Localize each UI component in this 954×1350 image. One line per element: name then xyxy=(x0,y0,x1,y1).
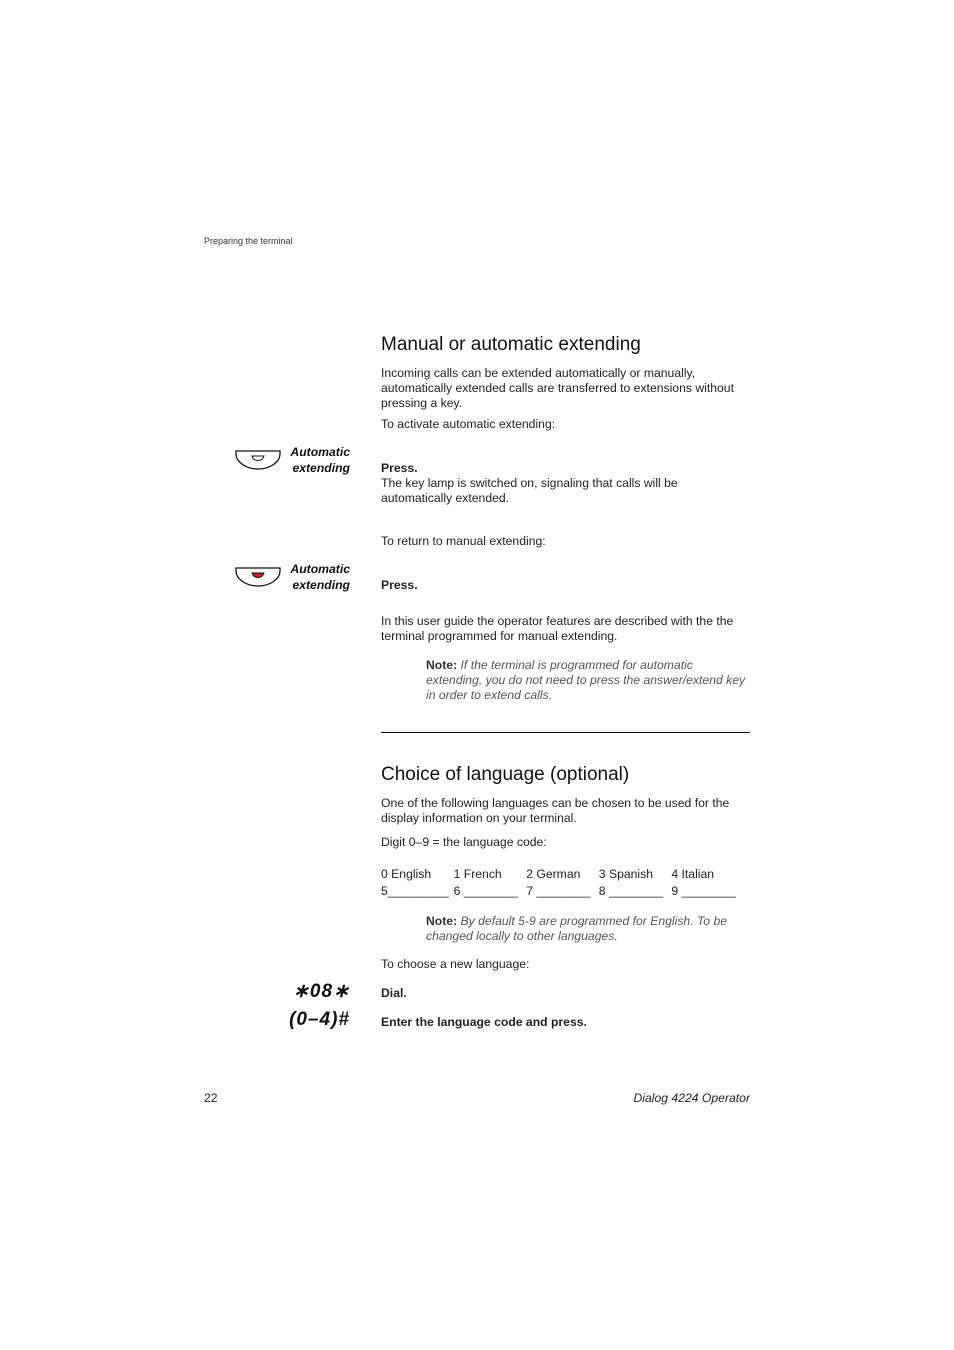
section-divider xyxy=(381,732,750,733)
key-label-automatic-extending: Automatic extending xyxy=(290,445,350,475)
language-table xyxy=(381,867,753,899)
return-intro: To return to manual extending: xyxy=(381,534,546,548)
language-item: 1 French xyxy=(453,867,502,881)
digit-text: Digit 0–9 = the language code: xyxy=(381,835,547,849)
guide-text: In this user guide the operator features are described with the the terminal programmed for manual extending. xyxy=(381,614,734,643)
note-language-default: Note: By default 5-9 are programmed for English. To be changed locally to other languages. xyxy=(426,914,728,943)
language-item: 9 ________ xyxy=(671,884,736,898)
step-press-2: Press. xyxy=(381,578,418,592)
language-row-1 xyxy=(381,867,753,882)
language-item: 0 English xyxy=(381,867,432,881)
dial-code-sequence: ∗08∗ xyxy=(293,981,350,1002)
language-item: 7 ________ xyxy=(526,884,591,898)
key-label-automatic-extending-2: Automatic extending xyxy=(290,562,350,592)
step-press-1-description: The key lamp is switched on, signaling that calls will be automatically extended. xyxy=(381,476,678,505)
step-enter-language-code: Enter the language code and press. xyxy=(381,1015,587,1029)
note-automatic-extending: Note: If the terminal is programmed for automatic extending, you do not need to press the answer/extend key in order to extend calls. xyxy=(426,658,746,702)
language-item: 5_________ xyxy=(381,884,449,898)
page-number: 22 xyxy=(204,1091,218,1105)
language-intro: One of the following languages can be chosen to be used for the display information on your terminal. xyxy=(381,796,730,825)
language-item: 6 ________ xyxy=(453,884,518,898)
step-press-1: Press. xyxy=(381,461,418,475)
language-item: 2 German xyxy=(526,867,581,881)
section-heading-language: Choice of language (optional) xyxy=(381,764,630,785)
language-item: 3 Spanish xyxy=(598,867,653,881)
choose-language-intro: To choose a new language: xyxy=(381,957,530,971)
language-item: 8 ________ xyxy=(598,884,664,898)
language-code-sequence: (0–4)# xyxy=(289,1009,350,1030)
extending-intro: Incoming calls can be extended automatically or manually, automatically extended calls are transferred to extensions without pressing a key. xyxy=(381,366,734,410)
section-heading-extending: Manual or automatic extending xyxy=(381,334,641,355)
product-name: Dialog 4224 Operator xyxy=(633,1091,750,1105)
activate-intro: To activate automatic extending: xyxy=(381,417,556,431)
running-header: Preparing the terminal xyxy=(204,236,293,246)
step-dial: Dial. xyxy=(381,986,407,1000)
language-item: 4 Italian xyxy=(671,867,715,881)
language-row-2 xyxy=(381,884,753,899)
